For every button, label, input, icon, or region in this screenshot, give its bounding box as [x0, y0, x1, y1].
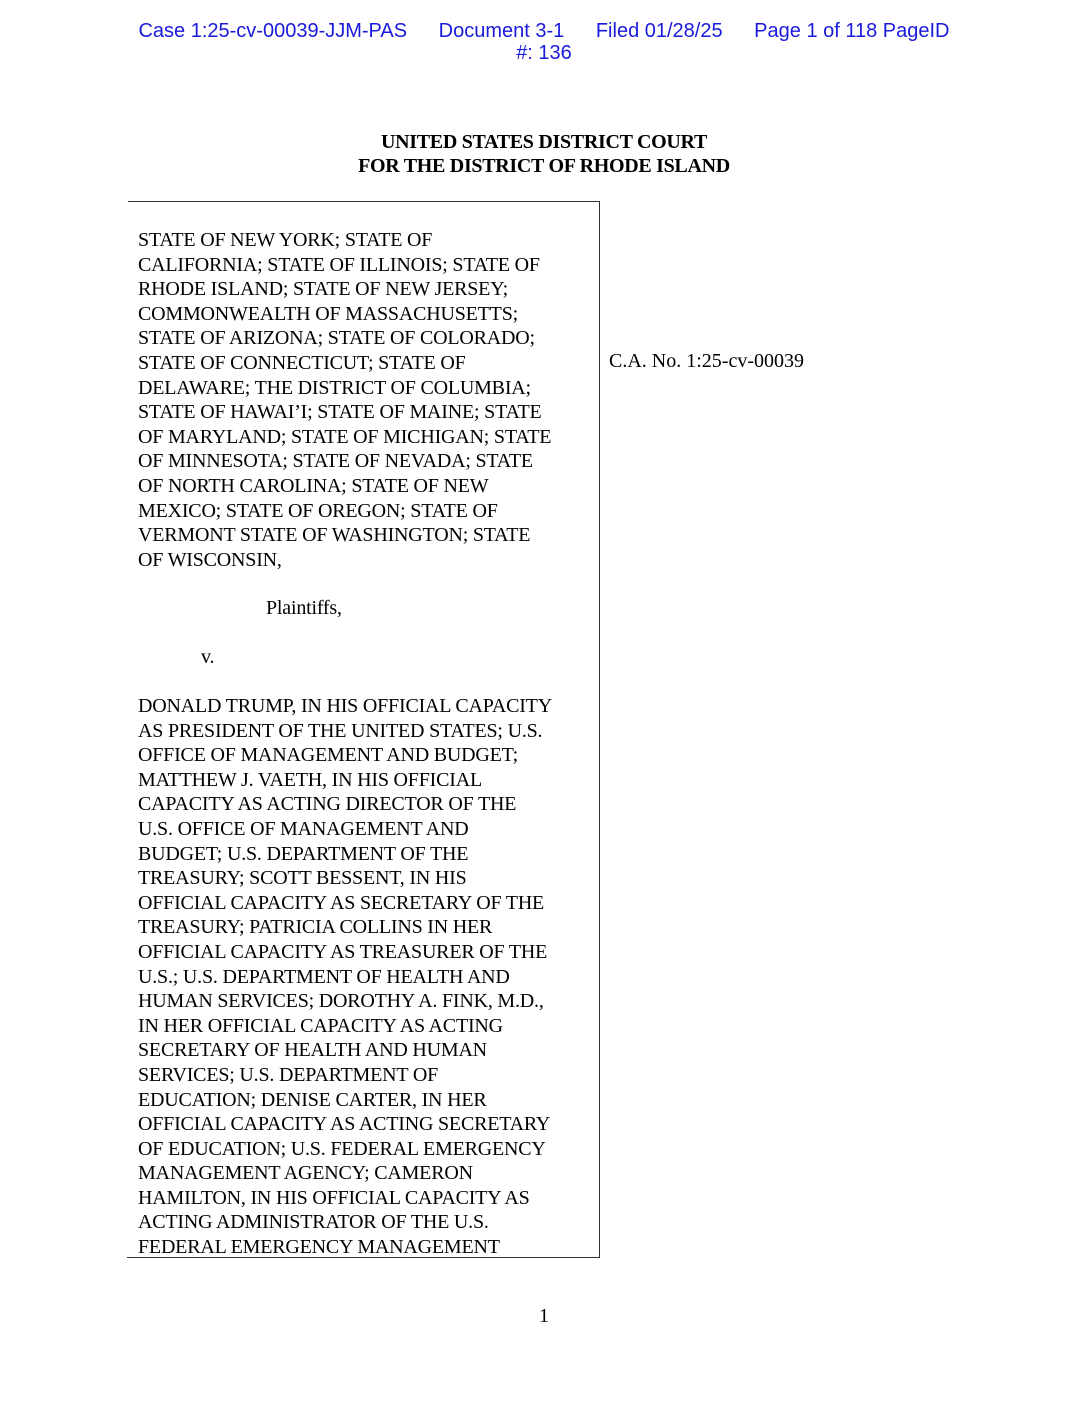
defendants-line: MATTHEW J. VAETH, IN HIS OFFICIAL: [138, 768, 482, 791]
plaintiffs-line: CALIFORNIA; STATE OF ILLINOIS; STATE OF: [138, 253, 540, 276]
defendants-line: FEDERAL EMERGENCY MANAGEMENT: [138, 1236, 500, 1259]
plaintiffs-label: Plaintiffs,: [266, 597, 342, 619]
defendants-line: OFFICIAL CAPACITY AS SECRETARY OF THE: [138, 891, 545, 914]
defendants-line: U.S.; U.S. DEPARTMENT OF HEALTH AND: [138, 965, 510, 988]
defendants-line: MANAGEMENT AGENCY; CAMERON: [138, 1162, 473, 1185]
plaintiffs-line: COMMONWEALTH OF MASSACHUSETTS;: [138, 302, 518, 325]
civil-action-number: C.A. No. 1:25-cv-00039: [609, 350, 804, 372]
plaintiffs-line: RHODE ISLAND; STATE OF NEW JERSEY;: [138, 278, 508, 301]
defendants-line: OF EDUCATION; U.S. FEDERAL EMERGENCY: [138, 1137, 546, 1160]
caption-border-right: [599, 201, 600, 1258]
court-district: FOR THE DISTRICT OF RHODE ISLAND: [358, 155, 730, 177]
court-title: [0, 130, 1088, 178]
defendants-line: ACTING ADMINISTRATOR OF THE U.S.: [138, 1211, 489, 1234]
defendants-line: TREASURY; SCOTT BESSENT, IN HIS: [138, 867, 467, 890]
defendants-line: BUDGET; U.S. DEPARTMENT OF THE: [138, 842, 469, 865]
defendants-list: [138, 694, 552, 1260]
defendants-line: CAPACITY AS ACTING DIRECTOR OF THE: [138, 793, 517, 816]
document-number: Document 3-1: [438, 20, 565, 42]
plaintiffs-line: STATE OF CONNECTICUT; STATE OF: [138, 351, 466, 374]
case-number-header: Case 1:25-cv-00039-JJM-PAS: [138, 20, 408, 42]
defendants-line: OFFICE OF MANAGEMENT AND BUDGET;: [138, 744, 518, 767]
defendants-line: U.S. OFFICE OF MANAGEMENT AND: [138, 817, 469, 840]
plaintiffs-line: OF MARYLAND; STATE OF MICHIGAN; STATE: [138, 425, 552, 448]
page-number: 1: [539, 1305, 549, 1327]
plaintiffs-line: STATE OF HAWAI’I; STATE OF MAINE; STATE: [138, 401, 542, 424]
defendants-line: OFFICIAL CAPACITY AS ACTING SECRETARY: [138, 1113, 551, 1136]
plaintiffs-line: DELAWARE; THE DISTRICT OF COLUMBIA;: [138, 376, 531, 399]
plaintiffs-line: STATE OF NEW YORK; STATE OF: [138, 229, 433, 251]
defendants-line: EDUCATION; DENISE CARTER, IN HER: [138, 1088, 487, 1111]
plaintiffs-line: VERMONT STATE OF WASHINGTON; STATE: [138, 524, 531, 547]
defendants-line: DONALD TRUMP, IN HIS OFFICIAL CAPACITY: [138, 695, 552, 717]
caption-border-top: [128, 201, 600, 202]
defendants-line: SECRETARY OF HEALTH AND HUMAN: [138, 1039, 487, 1062]
versus: v.: [201, 646, 215, 668]
defendants-line: IN HER OFFICIAL CAPACITY AS ACTING: [138, 1014, 503, 1037]
plaintiffs-line: OF NORTH CAROLINA; STATE OF NEW: [138, 474, 489, 497]
defendants-line: SERVICES; U.S. DEPARTMENT OF: [138, 1063, 438, 1086]
ecf-header: [0, 20, 1088, 64]
plaintiffs-list: [138, 228, 551, 572]
defendants-line: OFFICIAL CAPACITY AS TREASURER OF THE: [138, 940, 548, 963]
plaintiffs-line: MEXICO; STATE OF OREGON; STATE OF: [138, 499, 498, 522]
defendants-line: AS PRESIDENT OF THE UNITED STATES; U.S.: [138, 719, 543, 742]
defendants-line: TREASURY; PATRICIA COLLINS IN HER: [138, 916, 493, 939]
defendants-line: HUMAN SERVICES; DOROTHY A. FINK, M.D.,: [138, 990, 544, 1013]
court-name: UNITED STATES DISTRICT COURT: [381, 131, 707, 153]
filed-date: Filed 01/28/25: [595, 20, 723, 42]
page-count: Page 1 of 118 PageID: [754, 20, 950, 42]
plaintiffs-line: OF WISCONSIN,: [138, 548, 282, 571]
page-id: #: 136: [516, 42, 572, 64]
plaintiffs-line: STATE OF ARIZONA; STATE OF COLORADO;: [138, 327, 535, 350]
plaintiffs-line: OF MINNESOTA; STATE OF NEVADA; STATE: [138, 450, 533, 473]
defendants-line: HAMILTON, IN HIS OFFICIAL CAPACITY AS: [138, 1186, 530, 1209]
